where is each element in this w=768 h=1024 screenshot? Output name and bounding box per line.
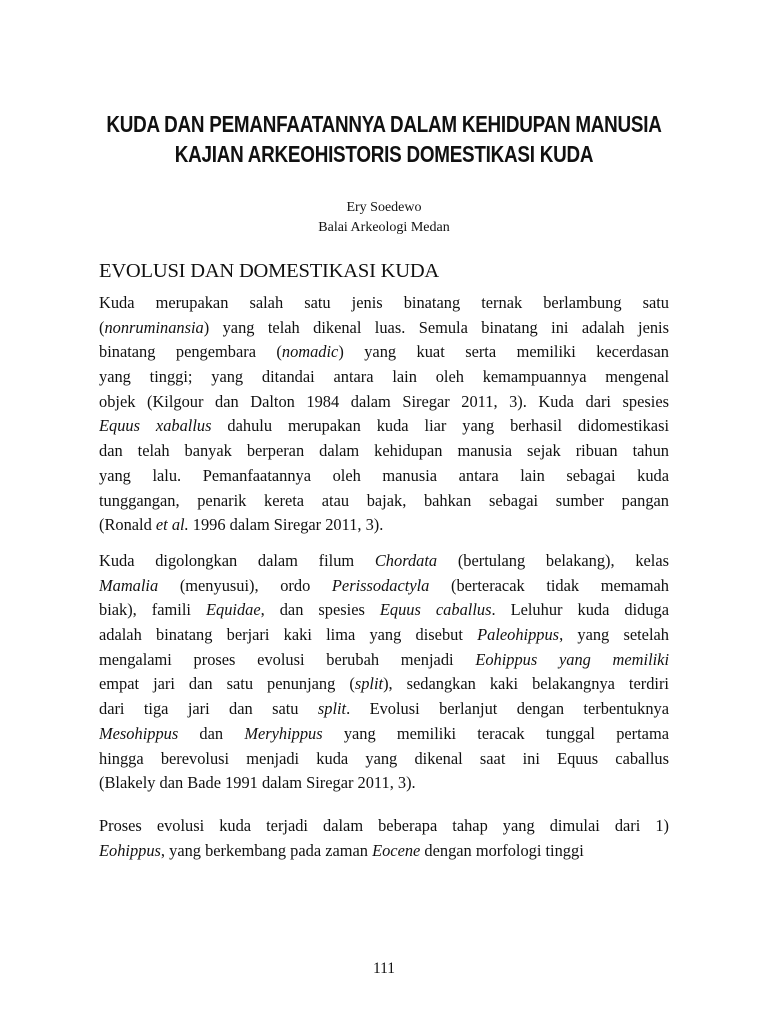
text-segment: ( bbox=[99, 317, 105, 337]
document-title: KUDA DAN PEMANFAATANNYA DALAM KEHIDUPAN MANUSIA bbox=[106, 111, 662, 137]
text-line bbox=[99, 291, 669, 316]
text-line bbox=[99, 439, 669, 464]
text-segment: (Blakely dan Bade 1991 dalam Siregar 2011, 3). bbox=[99, 773, 416, 793]
text-segment: , dan spesies bbox=[260, 600, 380, 620]
text-segment: adalah binatang berjari kaki lima yang disebut bbox=[99, 625, 478, 645]
italic-text: Eohippus bbox=[99, 840, 161, 860]
italic-text: Perissodactyla bbox=[331, 575, 430, 595]
text-segment: hingga berevolusi menjadi kuda yang dikenal saat ini Equus caballus bbox=[99, 748, 669, 768]
author-affiliation: Balai Arkeologi Medan bbox=[318, 220, 450, 235]
text-segment: empat jari dan satu penunjang ( bbox=[99, 674, 355, 694]
text-segment: dan telah banyak berperan dalam kehidupan manusia sejak ribuan tahun bbox=[99, 441, 669, 461]
text-segment: 1996 dalam Siregar 2011, 3). bbox=[188, 515, 384, 535]
text-line bbox=[99, 771, 669, 796]
italic-text: Eocene bbox=[372, 840, 421, 860]
text-segment: yang lalu. Pemanfaatannya oleh manusia antara lain sebagai kuda bbox=[99, 465, 669, 485]
text-line bbox=[99, 697, 669, 722]
italic-text: Paleohippus bbox=[477, 625, 560, 645]
text-line bbox=[99, 839, 669, 864]
text-segment: ) yang telah dikenal luas. Semula binatang ini adalah jenis bbox=[203, 317, 669, 337]
document-subtitle: KAJIAN ARKEOHISTORIS DOMESTIKASI KUDA bbox=[174, 141, 594, 167]
text-line bbox=[99, 722, 669, 747]
text-line bbox=[99, 598, 669, 623]
text-segment: , yang setelah bbox=[559, 625, 669, 645]
italic-text: Meryhippus bbox=[244, 723, 323, 743]
text-line bbox=[99, 648, 669, 673]
page-number: 111 bbox=[372, 960, 396, 977]
text-segment: dari tiga jari dan satu bbox=[99, 699, 318, 719]
body-paragraph bbox=[99, 549, 669, 796]
italic-text: Mamalia bbox=[99, 575, 159, 595]
text-segment: , yang berkembang pada zaman bbox=[160, 840, 373, 860]
text-segment: ), sedangkan kaki belakangnya terdiri bbox=[383, 674, 669, 694]
body-paragraph bbox=[99, 814, 669, 863]
italic-text: Chordata bbox=[374, 551, 438, 570]
text-segment: ) yang kuat serta memiliki kecerdasan bbox=[338, 342, 669, 362]
text-line bbox=[99, 365, 669, 390]
text-segment: . Evolusi berlanjut dengan terbentuknya bbox=[346, 699, 669, 719]
italic-text: split bbox=[354, 674, 384, 694]
text-line bbox=[99, 414, 669, 439]
text-segment: dahulu merupakan kuda liar yang berhasil didomestikasi bbox=[211, 416, 669, 436]
text-segment: binatang pengembara ( bbox=[99, 342, 282, 362]
text-segment: tunggangan, penarik kereta atau bajak, bahkan sebagai sumber pangan bbox=[99, 490, 669, 510]
italic-text: nonruminansia bbox=[104, 317, 204, 337]
text-segment: Kuda merupakan salah satu jenis binatang ternak berlambung satu bbox=[99, 293, 669, 312]
text-segment: biak), famili bbox=[99, 600, 206, 620]
italic-text: Eohippus yang memiliki bbox=[475, 649, 669, 669]
text-segment: (berteracak tidak memamah bbox=[429, 575, 669, 595]
text-line bbox=[99, 747, 669, 772]
italic-text: et al. bbox=[155, 515, 189, 535]
italic-text: Equus xaballus bbox=[99, 416, 212, 436]
text-segment: Proses evolusi kuda terjadi dalam beberapa tahap yang dimulai dari 1) bbox=[99, 816, 669, 835]
author-name: Ery Soedewo bbox=[346, 200, 422, 215]
text-line bbox=[99, 549, 669, 574]
text-line bbox=[99, 672, 669, 697]
text-segment: (Ronald bbox=[99, 515, 156, 535]
text-segment: dengan morfologi tinggi bbox=[420, 840, 584, 860]
italic-text: Equidae bbox=[205, 600, 261, 620]
text-line bbox=[99, 340, 669, 365]
text-segment: yang memiliki teracak tunggal pertama bbox=[322, 723, 669, 743]
text-line bbox=[99, 574, 669, 599]
text-line bbox=[99, 513, 669, 538]
text-segment: (bertulang belakang), kelas bbox=[437, 551, 669, 570]
section-heading: EVOLUSI DAN DOMESTIKASI KUDA bbox=[99, 260, 440, 282]
text-line bbox=[99, 489, 669, 514]
italic-text: split bbox=[317, 699, 347, 719]
text-line bbox=[99, 390, 669, 415]
text-line bbox=[99, 316, 669, 341]
text-segment: (menyusui), ordo bbox=[158, 575, 332, 595]
text-segment: . Leluhur kuda diduga bbox=[491, 600, 669, 620]
italic-text: Mesohippus bbox=[99, 723, 179, 743]
body-paragraph bbox=[99, 291, 669, 538]
italic-text: Equus caballus bbox=[379, 600, 492, 620]
text-segment: dan bbox=[178, 723, 245, 743]
text-segment: objek (Kilgour dan Dalton 1984 dalam Siregar 2011, 3). Kuda dari spesies bbox=[99, 391, 669, 411]
text-segment: mengalami proses evolusi berubah menjadi bbox=[99, 649, 476, 669]
text-segment: yang tinggi; yang ditandai antara lain oleh kemampuannya mengenal bbox=[99, 367, 669, 387]
text-line bbox=[99, 814, 669, 839]
italic-text: nomadic bbox=[281, 342, 339, 362]
text-line bbox=[99, 464, 669, 489]
text-segment: Kuda digolongkan dalam filum bbox=[99, 551, 375, 570]
text-line bbox=[99, 623, 669, 648]
